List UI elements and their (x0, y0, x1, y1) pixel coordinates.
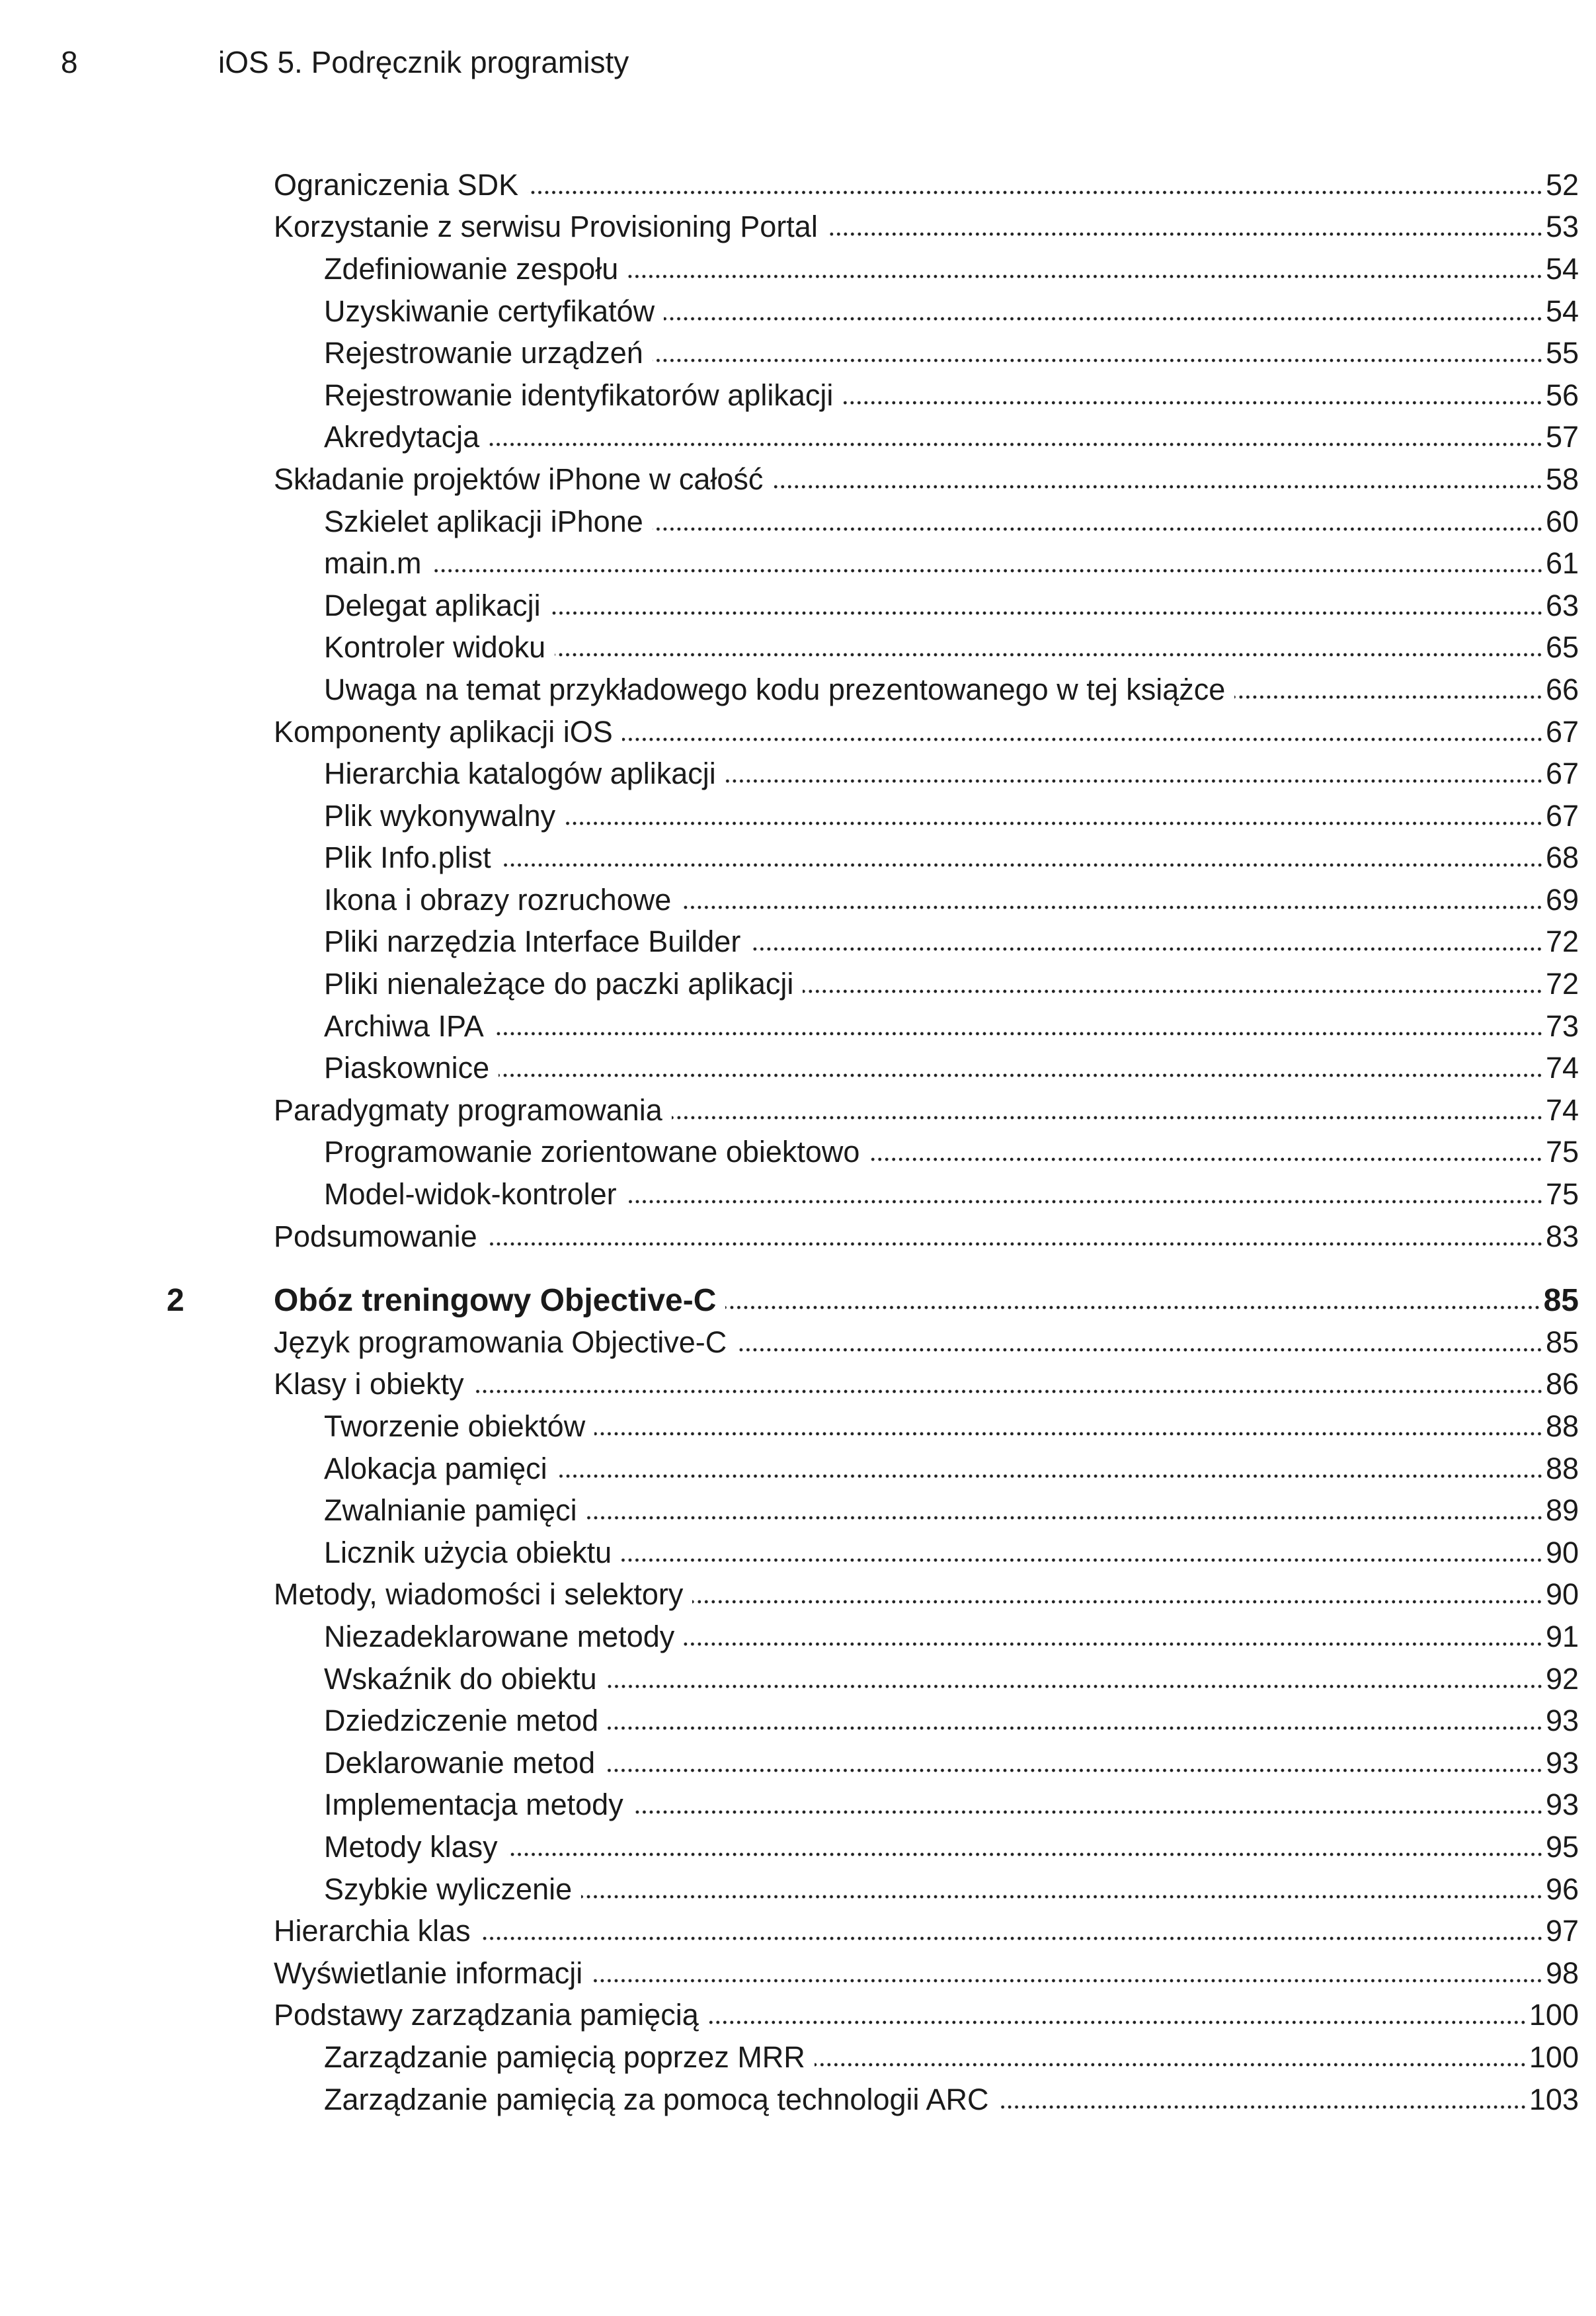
toc-entry (0, 1173, 1596, 1216)
toc-entry-title: Zarządzanie pamięcią poprzez MRR (324, 2040, 805, 2074)
toc-entry (0, 374, 1596, 417)
toc-entry-page: 60 (1545, 504, 1579, 538)
toc-entry (0, 206, 1596, 249)
toc-entry-page: 61 (1545, 546, 1579, 581)
toc-entry-page: 56 (1545, 378, 1579, 412)
toc-entry-page: 73 (1545, 1009, 1579, 1043)
toc-entry-page: 88 (1545, 1451, 1579, 1485)
toc-entry-page: 74 (1545, 1051, 1579, 1085)
toc-entry-title: Zwalnianie pamięci (324, 1493, 577, 1528)
toc-entry (0, 417, 1596, 459)
toc-entry-page: 63 (1545, 588, 1579, 622)
toc-entry (0, 290, 1596, 333)
dot-leader (684, 1641, 1543, 1647)
toc-entry-title: Komponenty aplikacji iOS (274, 714, 613, 749)
dot-leader (473, 1389, 1543, 1394)
dot-leader (622, 737, 1543, 742)
toc-entry (0, 1489, 1596, 1532)
toc-entry-title: Metody, wiadomości i selektory (274, 1577, 684, 1612)
dot-leader (499, 1073, 1543, 1078)
toc-entry (0, 1616, 1596, 1658)
toc-entry-title: Korzystanie z serwisu Provisioning Portal (274, 210, 818, 244)
toc-entry-page: 85 (1545, 1325, 1579, 1359)
toc-entry (0, 1448, 1596, 1490)
toc-entry-title: Szybkie wyliczenie (324, 1872, 573, 1906)
toc-entry-title: Szkielet aplikacji iPhone (324, 504, 643, 538)
toc-entry-page: 65 (1545, 630, 1579, 665)
toc-entry-page: 57 (1545, 420, 1579, 454)
dot-leader (626, 1199, 1543, 1204)
toc-entry-page: 92 (1545, 1661, 1579, 1696)
toc-entry-title: main.m (324, 546, 422, 581)
toc-entry (0, 1868, 1596, 1911)
toc-entry (0, 2079, 1596, 2121)
toc-entry-page: 100 (1529, 2040, 1579, 2074)
toc-entry-page: 96 (1545, 1872, 1579, 1906)
dot-leader (653, 526, 1543, 532)
toc-entry (0, 1952, 1596, 1995)
dot-leader (672, 1115, 1543, 1120)
dot-leader (557, 1473, 1543, 1479)
toc-entry-page: 68 (1545, 841, 1579, 875)
toc-entry-page: 72 (1545, 925, 1579, 959)
toc-entry-page: 53 (1545, 210, 1579, 244)
toc-entry-page: 55 (1545, 336, 1579, 370)
toc-entry (0, 795, 1596, 837)
toc-entry-title: Rejestrowanie identyfikatorów aplikacji (324, 378, 834, 412)
toc-entry-page: 75 (1545, 1177, 1579, 1212)
toc-entry-page: 98 (1545, 1956, 1579, 1990)
dot-leader (592, 1978, 1543, 1983)
dot-leader (565, 821, 1543, 826)
toc-entry-page: 93 (1545, 1788, 1579, 1822)
toc-entry-title: Metody klasy (324, 1829, 498, 1864)
toc-entry-page: 75 (1545, 1135, 1579, 1169)
toc-entry-page: 88 (1545, 1409, 1579, 1444)
toc-entry-title: Zdefiniowanie zespołu (324, 251, 619, 286)
toc-entry-title: Podstawy zarządzania pamięcią (274, 1998, 699, 2032)
toc-entry (0, 1132, 1596, 1174)
dot-leader (621, 1557, 1543, 1563)
toc-entry-page: 67 (1545, 757, 1579, 791)
dot-leader (869, 1157, 1542, 1162)
toc-entry-title: Rejestrowanie urządzeń (324, 336, 643, 370)
toc-entry-title: Podsumowanie (274, 1219, 477, 1253)
toc-entry (0, 1405, 1596, 1448)
dot-leader (664, 316, 1543, 321)
toc-entry-title: Archiwa IPA (324, 1009, 484, 1043)
dot-leader (772, 484, 1543, 489)
toc-entry-page: 58 (1545, 462, 1579, 496)
dot-leader (487, 1241, 1543, 1247)
toc-entry-page: 54 (1545, 251, 1579, 286)
dot-leader (827, 231, 1543, 237)
toc-entry-page: 52 (1545, 167, 1579, 202)
dot-leader (550, 610, 1543, 616)
dot-leader (680, 905, 1543, 910)
dot-leader (998, 2104, 1527, 2110)
toc-entry-title: Alokacja pamięci (324, 1451, 547, 1485)
toc-entry (0, 1910, 1596, 1952)
toc-entry (0, 1005, 1596, 1048)
dot-leader (815, 2062, 1527, 2067)
toc-entry (0, 921, 1596, 964)
dot-leader (431, 568, 1543, 573)
toc-entry (0, 1826, 1596, 1868)
toc-entry-title: Klasy i obiekty (274, 1367, 464, 1401)
table-of-contents (0, 164, 1596, 2120)
toc-entry-page: 89 (1545, 1493, 1579, 1528)
dot-leader (1234, 694, 1543, 700)
toc-entry-page: 90 (1545, 1577, 1579, 1612)
toc-entry-title: Model-widok-kontroler (324, 1177, 617, 1212)
toc-entry (0, 1089, 1596, 1132)
toc-entry (0, 1574, 1596, 1616)
toc-entry-page: 69 (1545, 882, 1579, 917)
toc-entry (0, 1532, 1596, 1574)
toc-entry (0, 1047, 1596, 1089)
toc-entry-title: Uzyskiwanie certyfikatów (324, 294, 655, 328)
dot-leader (633, 1809, 1543, 1815)
toc-entry (0, 332, 1596, 374)
toc-entry-title: Wyświetlanie informacji (274, 1956, 583, 1990)
toc-entry-page: 103 (1529, 2082, 1579, 2116)
toc-entry (0, 753, 1596, 795)
toc-entry-title: Tworzenie obiektów (324, 1409, 586, 1444)
toc-entry-page: 72 (1545, 967, 1579, 1001)
toc-entry-title: Wskaźnik do obiektu (324, 1661, 597, 1696)
toc-entry (0, 1321, 1596, 1364)
toc-entry-title: Deklarowanie metod (324, 1745, 596, 1780)
toc-entry-title: Paradygmaty programowania (274, 1093, 662, 1127)
dot-leader (627, 274, 1543, 279)
toc-entry-title: Ograniczenia SDK (274, 167, 519, 202)
dot-leader (586, 1515, 1543, 1520)
toc-entry-title: Obóz treningowy Objective-C (274, 1282, 717, 1318)
toc-entry-title: Zarządzanie pamięcią za pomocą technologii ARC (324, 2082, 989, 2116)
toc-entry (0, 669, 1596, 711)
toc-entry-page: 83 (1545, 1219, 1579, 1253)
toc-entry-title: Licznik użycia obiektu (324, 1535, 612, 1569)
dot-leader (480, 1936, 1543, 1941)
toc-entry (0, 1364, 1596, 1406)
page-number: 8 (61, 45, 78, 79)
toc-entry-title: Ikona i obrazy rozruchowe (324, 882, 672, 917)
toc-entry-title: Programowanie zorientowane obiektowo (324, 1135, 860, 1169)
dot-leader (725, 1305, 1540, 1310)
dot-leader (803, 989, 1543, 994)
toc-entry-page: 86 (1545, 1367, 1579, 1401)
dot-leader (692, 1599, 1543, 1604)
toc-entry (0, 542, 1596, 585)
toc-entry (0, 1658, 1596, 1700)
toc-entry-title: Pliki narzędzia Interface Builder (324, 925, 741, 959)
toc-entry-page: 97 (1545, 1914, 1579, 1948)
dot-leader (736, 1347, 1543, 1352)
dot-leader (555, 652, 1543, 657)
toc-entry-page: 95 (1545, 1829, 1579, 1864)
dot-leader (608, 1725, 1543, 1731)
toc-entry-page: 85 (1543, 1282, 1579, 1318)
toc-entry-title: Pliki nienależące do paczki aplikacji (324, 967, 794, 1001)
toc-entry (0, 837, 1596, 880)
dot-leader (604, 1768, 1543, 1773)
toc-entry (0, 585, 1596, 627)
toc-entry-page: 54 (1545, 294, 1579, 328)
toc-entry-title: Plik Info.plist (324, 841, 491, 875)
dot-leader (581, 1894, 1543, 1899)
running-header-title: iOS 5. Podręcznik programisty (218, 45, 629, 79)
dot-leader (708, 2020, 1527, 2025)
toc-entry (0, 248, 1596, 290)
toc-entry (0, 458, 1596, 501)
toc-entry-title: Hierarchia katalogów aplikacji (324, 757, 716, 791)
toc-entry-title: Plik wykonywalny (324, 798, 556, 833)
toc-entry-title: Implementacja metody (324, 1788, 623, 1822)
toc-entry (0, 1995, 1596, 2037)
dot-leader (500, 862, 1543, 868)
toc-entry (0, 501, 1596, 543)
chapter-number: 2 (167, 1282, 184, 1318)
dot-leader (606, 1684, 1543, 1689)
toc-entry-title: Język programowania Objective-C (274, 1325, 727, 1359)
toc-chapter-entry (0, 1279, 1596, 1321)
toc-entry-page: 91 (1545, 1619, 1579, 1653)
dot-leader (653, 358, 1543, 363)
toc-entry (0, 1700, 1596, 1742)
toc-entry (0, 1216, 1596, 1258)
dot-leader (594, 1431, 1543, 1436)
toc-entry (0, 1742, 1596, 1784)
toc-entry-title: Akredytacja (324, 420, 480, 454)
toc-entry-title: Niezadeklarowane metody (324, 1619, 675, 1653)
toc-entry (0, 879, 1596, 921)
toc-entry-page: 74 (1545, 1093, 1579, 1127)
dot-leader (493, 1031, 1543, 1036)
dot-leader (725, 778, 1543, 784)
toc-entry-title: Piaskownice (324, 1051, 490, 1085)
toc-entry-title: Hierarchia klas (274, 1914, 471, 1948)
toc-entry-title: Uwaga na temat przykładowego kodu prezentowanego w tej książce (324, 672, 1226, 706)
toc-entry-title: Składanie projektów iPhone w całość (274, 462, 764, 496)
toc-entry-page: 67 (1545, 798, 1579, 833)
toc-entry (0, 627, 1596, 669)
toc-entry-page: 100 (1529, 1998, 1579, 2032)
toc-entry-title: Dziedziczenie metod (324, 1704, 599, 1738)
dot-leader (750, 946, 1543, 952)
toc-entry (0, 963, 1596, 1005)
dot-leader (507, 1852, 1543, 1857)
dot-leader (842, 400, 1543, 405)
toc-entry-page: 93 (1545, 1704, 1579, 1738)
dot-leader (489, 442, 1543, 447)
toc-entry (0, 711, 1596, 753)
toc-entry (0, 1784, 1596, 1827)
dot-leader (528, 190, 1543, 195)
toc-entry (0, 2036, 1596, 2079)
toc-entry-page: 90 (1545, 1535, 1579, 1569)
toc-entry-title: Delegat aplikacji (324, 588, 541, 622)
toc-entry-page: 67 (1545, 714, 1579, 749)
toc-entry-title: Kontroler widoku (324, 630, 546, 665)
toc-entry (0, 164, 1596, 206)
toc-entry-page: 66 (1545, 672, 1579, 706)
toc-entry-page: 93 (1545, 1745, 1579, 1780)
